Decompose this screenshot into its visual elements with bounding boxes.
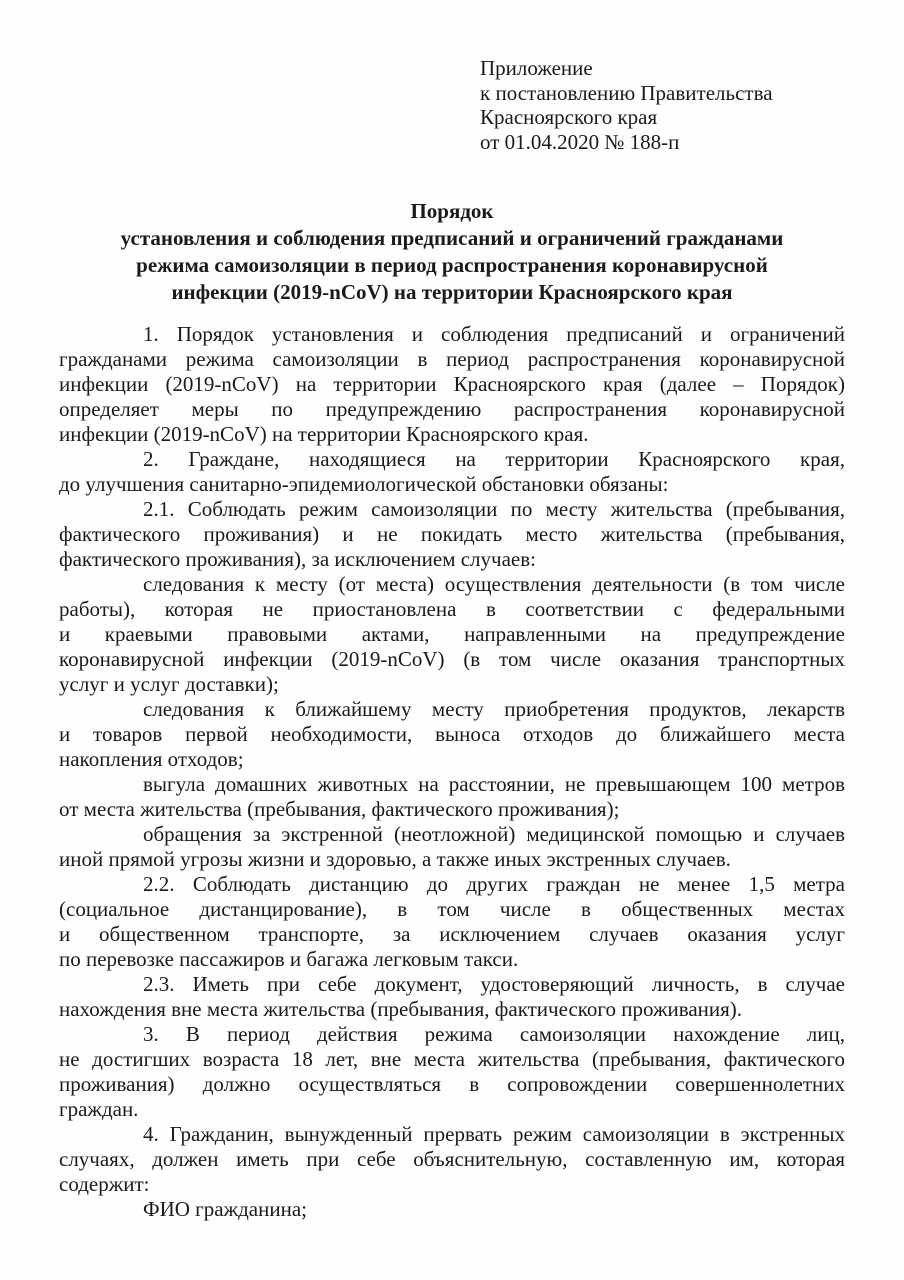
text-line: 3. В период действия режима самоизоляции нахождение лиц,: [143, 1022, 845, 1046]
paragraph: [59, 572, 845, 697]
text-line: инфекции (2019-nCoV) на территории Красноярского края.: [59, 422, 589, 446]
paragraph: [59, 772, 845, 822]
text-line: накопления отходов;: [59, 747, 244, 771]
text-line: 2.2. Соблюдать дистанцию до других граждан не менее 1,5 метра: [143, 872, 845, 896]
text-line: (социальное дистанцирование), в том числе в общественных местах: [59, 897, 845, 921]
annex-line: Приложение: [480, 56, 593, 80]
paragraph: [59, 1022, 845, 1122]
text-line: содержит:: [59, 1172, 150, 1196]
text-line: до улучшения санитарно-эпидемиологической обстановки обязаны:: [59, 472, 669, 496]
text-line: следования к месту (от места) осуществления деятельности (в том числе: [143, 572, 845, 596]
annex-line: Красноярского края: [480, 105, 658, 129]
document-title: [59, 198, 845, 306]
text-line: выгула домашних животных на расстоянии, не превышающем 100 метров: [143, 772, 845, 796]
paragraph: [59, 697, 845, 772]
annex-reference-block: [480, 56, 845, 154]
annex-line: к постановлению Правительства: [480, 80, 773, 105]
paragraph: [59, 872, 845, 972]
text-line: фактического проживания) и не покидать место жительства (пребывания,: [59, 522, 845, 546]
paragraph: [59, 1122, 845, 1197]
paragraph: [59, 447, 845, 497]
text-line: коронавирусной инфекции (2019-nCoV) (в том числе оказания транспортных: [59, 647, 845, 671]
text-line: фактического проживания), за исключением случаев:: [59, 547, 536, 571]
text-line: 2. Граждане, находящиеся на территории Красноярского края,: [143, 447, 845, 471]
text-line: не достигших возраста 18 лет, вне места жительства (пребывания, фактического: [59, 1047, 845, 1071]
text-line: инфекции (2019-nCoV) на территории Красноярского края (далее – Порядок): [59, 372, 845, 396]
text-line: услуг и услуг доставки);: [59, 672, 279, 696]
text-line: обращения за экстренной (неотложной) медицинской помощью и случаев: [143, 822, 845, 846]
text-line: иной прямой угрозы жизни и здоровью, а также иных экстренных случаев.: [59, 847, 731, 871]
text-line: от места жительства (пребывания, фактического проживания);: [59, 797, 620, 821]
title-line: Порядок: [410, 199, 494, 223]
text-line: определяет меры по предупреждению распространения коронавирусной: [59, 397, 845, 421]
paragraph: [59, 972, 845, 1022]
text-line: и товаров первой необходимости, выноса отходов до ближайшего места: [59, 722, 845, 746]
text-line: следования к ближайшему месту приобретения продуктов, лекарств: [143, 697, 845, 721]
title-line: инфекции (2019-nCoV) на территории Красноярского края: [171, 280, 733, 304]
text-line: 2.3. Иметь при себе документ, удостоверяющий личность, в случае: [143, 972, 845, 996]
title-line: режима самоизоляции в период распространения коронавирусной: [136, 253, 768, 277]
text-line: случаях, должен иметь при себе объяснительную, составленную им, которая: [59, 1147, 845, 1171]
text-line: по перевозке пассажиров и багажа легковым такси.: [59, 947, 519, 971]
text-line: и краевыми правовыми актами, направленными на предупреждение: [59, 622, 845, 646]
paragraph: [59, 1197, 845, 1222]
text-line: 2.1. Соблюдать режим самоизоляции по месту жительства (пребывания,: [143, 497, 845, 521]
text-line: нахождения вне места жительства (пребывания, фактического проживания).: [59, 997, 743, 1021]
text-line: 4. Гражданин, вынужденный прервать режим самоизоляции в экстренных: [143, 1122, 845, 1146]
text-line: ФИО гражданина;: [143, 1197, 307, 1221]
text-line: работы), которая не приостановлена в соответствии с федеральными: [59, 597, 845, 621]
text-line: и общественном транспорте, за исключением случаев оказания услуг: [59, 922, 845, 946]
paragraph: [59, 822, 845, 872]
annex-line: от 01.04.2020 № 188-п: [480, 129, 680, 154]
document-body: [59, 322, 845, 1222]
paragraph: [59, 497, 845, 572]
title-line: установления и соблюдения предписаний и ограничений гражданами: [120, 226, 784, 250]
text-line: гражданами режима самоизоляции в период распространения коронавирусной: [59, 347, 845, 371]
text-line: 1. Порядок установления и соблюдения предписаний и ограничений: [143, 322, 845, 346]
text-line: проживания) должно осуществляться в сопровождении совершеннолетних: [59, 1072, 845, 1096]
text-line: граждан.: [59, 1097, 139, 1121]
paragraph: [59, 322, 845, 447]
